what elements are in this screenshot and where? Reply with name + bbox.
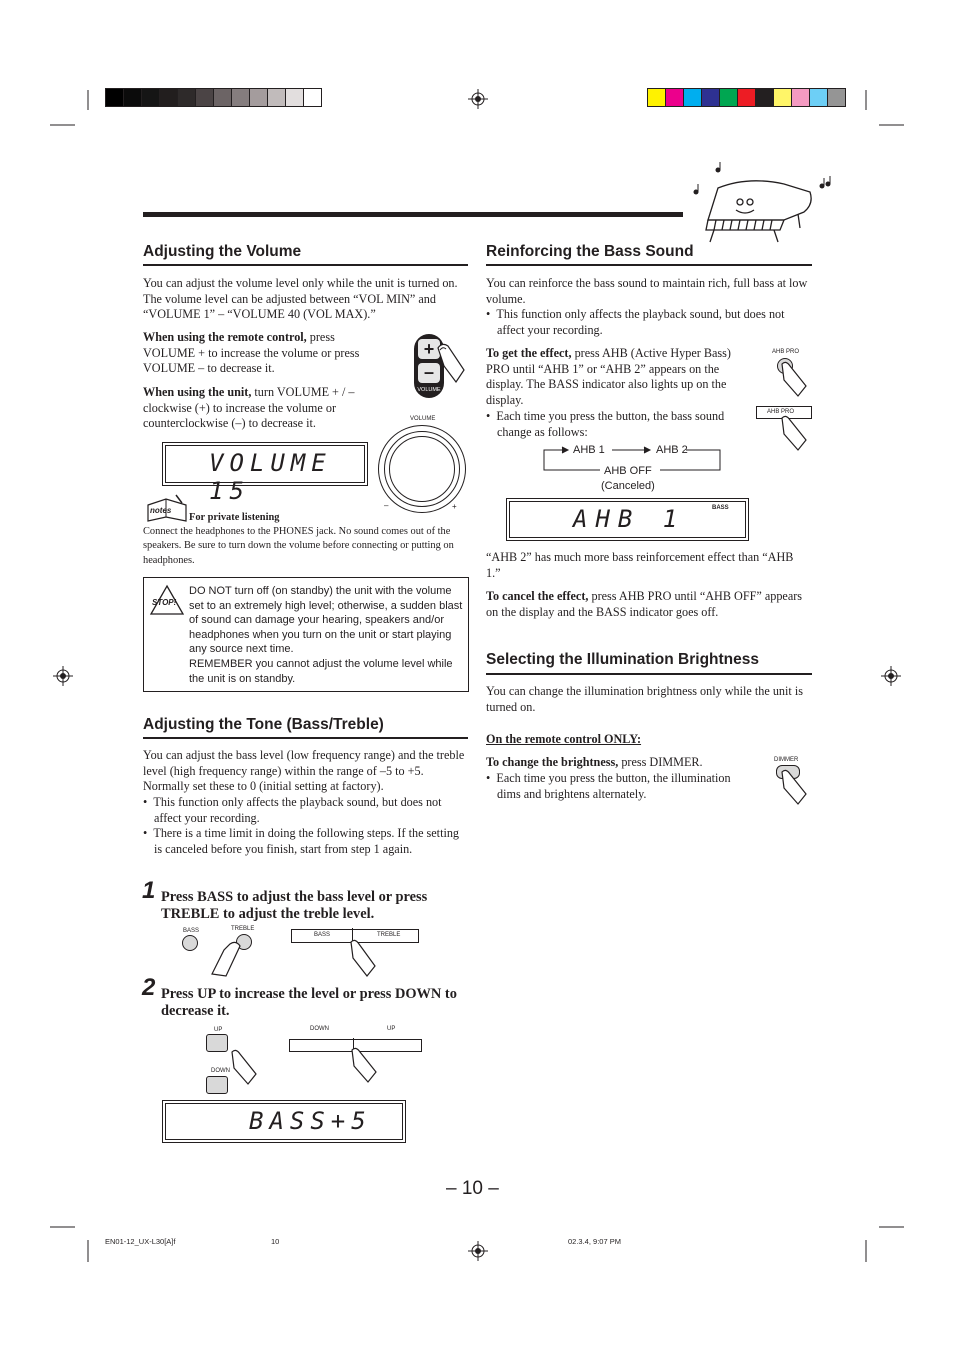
remote-volume-minus[interactable]: – [418, 363, 440, 383]
bass-heading: Reinforcing the Bass Sound [486, 243, 694, 260]
footer-file: EN01-12_UX-L30[A]f [105, 1237, 176, 1246]
ahb-display-text: AHB 1 [573, 505, 686, 533]
volume-heading-rule [143, 264, 468, 266]
panel-treble-label: TREBLE [377, 932, 401, 938]
bass-cancel-instruction [486, 589, 810, 620]
up-button-label: UP [214, 1027, 223, 1033]
bass-effect-text: press AHB (Active Hyper Bass) PRO until “AHB 1” or “AHB 2” appears on the display. The BASS indicator also lights up on the display. [486, 346, 731, 407]
illumination-intro: You can change the illumination brightness only while the unit is turned on. [486, 684, 803, 714]
volume-unit-lead: When using the unit, [143, 385, 252, 399]
remote-volume-label: VOLUME [417, 387, 441, 393]
bass-heading-rule [486, 264, 812, 266]
step-1-number: 1 [142, 877, 156, 904]
panel-up-label: UP [387, 1026, 396, 1032]
header-rule [143, 212, 683, 217]
volume-heading: Adjusting the Volume [143, 243, 302, 260]
knob-minus-label: – [384, 501, 389, 510]
illumination-change-lead: To change the brightness, [486, 755, 619, 769]
tone-heading: Adjusting the Tone (Bass/Treble) [143, 716, 384, 733]
flow-ahb-off: AHB OFF [604, 465, 652, 477]
volume-display-text: VOLUME 15 [209, 449, 332, 505]
ahb-pro-panel-label: AHB PRO [767, 409, 795, 415]
tone-bullet-1: • This function only affects the playback sound, but does not affect your recording. [143, 795, 442, 825]
notes-text: Connect the headphones to the PHONES jack. No sound comes out of the speakers. Be sure to turn down the volume before connecting or putting on headphones. [143, 526, 454, 566]
treble-button-label: TREBLE [231, 926, 255, 932]
bass-intro: You can reinforce the bass sound to maintain rich, full bass at low volume. [486, 276, 808, 306]
registration-mark-bottom-icon [468, 1241, 488, 1261]
bass-bullet-2: • Each time you press the button, the bass sound change as follows: [486, 409, 725, 439]
ahb-display-bass-indicator: BASS [712, 505, 729, 511]
warning-text: DO NOT turn off (on standby) the unit with the volume set to an extremely high level; otherwise, a sudden blast of sound can damage your hearing, speakers and/or headphones when you turn on the unit or start playing any source next time. REMEMBER you cannot adjust the volume level while the unit is on standby. [189, 585, 463, 685]
ahb-display [506, 498, 749, 541]
volume-display [162, 442, 368, 505]
page-number: – 10 – [446, 1178, 499, 1199]
finger-press-panel-up-icon [346, 1046, 382, 1086]
bass-display [162, 1100, 406, 1143]
dimmer-button-label: DIMMER [774, 757, 799, 763]
volume-intro: You can adjust the volume level only while the unit is turned on. The volume level can be adjusted between “VOL MIN” and “VOLUME 1” – “VOLUME 40 (VOL MAX).” [143, 276, 458, 322]
volume-remote-instruction [143, 330, 383, 377]
notes-title: For private listening [189, 512, 280, 523]
finger-press-panel-icon [345, 938, 385, 978]
illumination-heading: Selecting the Illumination Brightness [486, 651, 760, 668]
bass-compare: “AHB 2” has much more bass reinforcement effect than “AHB 1.” [486, 550, 794, 580]
bass-button[interactable] [182, 935, 198, 951]
registration-mark-top-icon [468, 89, 488, 109]
flow-ahb2: AHB 2 [656, 444, 688, 456]
down-button[interactable] [206, 1076, 228, 1094]
volume-remote-lead: When using the remote control, [143, 330, 307, 344]
tone-intro: You can adjust the bass level (low frequency range) and the treble level (high frequency range) within the range of –5 to +5. Normally set these to 0 (initial setting at factory). [143, 748, 465, 794]
volume-knob[interactable] [378, 425, 466, 513]
flow-canceled: (Canceled) [601, 480, 655, 492]
illumination-heading-rule [486, 673, 812, 675]
volume-unit-instruction [143, 385, 383, 432]
remote-volume-plus[interactable]: + [418, 339, 440, 359]
finger-press-ahb-icon [776, 360, 812, 400]
knob-volume-label: VOLUME [410, 416, 436, 422]
registration-mark-right-icon [881, 666, 901, 686]
volume-remote-text: press VOLUME + to increase the volume or press VOLUME – to decrease it. [143, 330, 360, 376]
flow-arrows-icon [540, 440, 726, 476]
up-button[interactable] [206, 1034, 228, 1052]
bass-cancel-text: press AHB PRO until “AHB OFF” appears on the display and the BASS indicator goes off. [486, 589, 803, 619]
bass-cancel-lead: To cancel the effect, [486, 589, 589, 603]
illumination-bullet: • Each time you press the button, the illumination dims and brightens alternately. [486, 771, 731, 801]
bass-effect-lead: To get the effect, [486, 346, 572, 360]
bass-bullet-1: • This function only affects the playback sound, but does not affect your recording. [486, 307, 785, 337]
finger-press-dimmer-icon [776, 768, 812, 808]
finger-press-treble-icon [204, 940, 244, 984]
footer-date: 02.3.4, 9:07 PM [568, 1237, 621, 1246]
stop-icon-label: STOP! [152, 598, 177, 607]
tone-bullet-2: • There is a time limit in doing the following steps. If the setting is canceled before you finish, start from step 1 again. [143, 826, 460, 856]
piano-mascot-icon [688, 158, 834, 244]
illumination-change-instruction [486, 755, 756, 771]
footer-page: 10 [271, 1237, 280, 1246]
knob-plus-label: + [452, 502, 457, 511]
bass-button-label: BASS [183, 928, 200, 934]
tone-bullets [143, 795, 465, 857]
step-1-text: Press BASS to adjust the bass level or press TREBLE to adjust the treble level. [161, 889, 428, 922]
panel-down-label: DOWN [310, 1026, 329, 1032]
down-button-label: DOWN [211, 1068, 230, 1074]
registration-mark-left-icon [53, 666, 73, 686]
ahb-pro-button-label: AHB PRO [772, 349, 800, 355]
step-2-text: Press UP to increase the level or press DOWN to decrease it. [161, 986, 457, 1019]
finger-press-up-icon [226, 1048, 262, 1088]
bass-display-text: BASS+5 [249, 1107, 372, 1135]
volume-unit-text: turn VOLUME + / – clockwise (+) to increase the volume or counterclockwise (–) to decrease it. [143, 385, 355, 431]
finger-press-volume-icon [434, 340, 468, 384]
step-2-number: 2 [142, 974, 156, 1001]
bass-effect-instruction [486, 346, 751, 408]
finger-press-ahb-panel-icon [776, 414, 812, 454]
illumination-remote-only: On the remote control ONLY: [486, 732, 642, 746]
tone-heading-rule [143, 737, 468, 739]
illumination-change-text: press DIMMER. [618, 755, 703, 769]
notes-icon-label: notes [150, 506, 172, 515]
panel-bass-label: BASS [314, 932, 331, 938]
flow-ahb1: AHB 1 [573, 444, 605, 456]
